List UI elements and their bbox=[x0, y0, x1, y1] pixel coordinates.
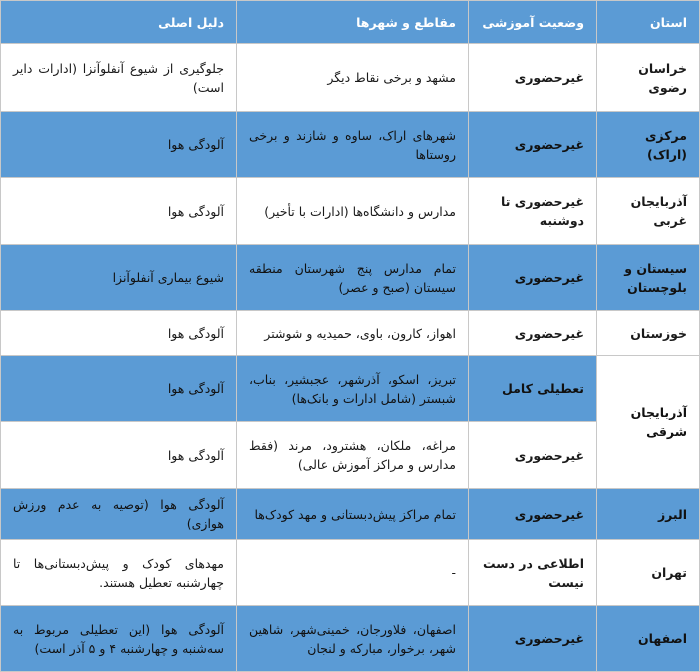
table-row bbox=[1, 311, 700, 356]
table-row bbox=[1, 489, 700, 540]
cell-province: آذربایجان شرقی bbox=[597, 356, 700, 489]
cell-cities: اهواز، کارون، باوی، حمیدیه و شوشتر bbox=[237, 311, 469, 356]
cell-cities: مراغه، ملکان، هشترود، مرند (فقط مدارس و مراکز آموزش عالی) bbox=[237, 422, 469, 489]
cell-reason: مهدهای کودک و پیش‌دبستانی‌ها تا چهارشنبه تعطیل هستند. bbox=[1, 540, 237, 606]
cell-reason: جلوگیری از شیوع آنفلوآنزا (ادارات دایر است) bbox=[1, 44, 237, 112]
table-row bbox=[1, 112, 700, 178]
table-row bbox=[1, 356, 700, 422]
header-reason: دلیل اصلی bbox=[1, 1, 237, 44]
cell-status: تعطیلی کامل bbox=[469, 356, 597, 422]
header-cities: مقاطع و شهرها bbox=[237, 1, 469, 44]
table-row bbox=[1, 44, 700, 112]
cell-cities: تبریز، اسکو، آذرشهر، عجبشیر، بناب، شبستر (شامل ادارات و بانک‌ها) bbox=[237, 356, 469, 422]
header-province: استان bbox=[597, 1, 700, 44]
cell-status: اطلاعی در دست نیست bbox=[469, 540, 597, 606]
cell-status: غیرحضوری bbox=[469, 112, 597, 178]
cell-reason: آلودگی هوا bbox=[1, 311, 237, 356]
cell-status: غیرحضوری تا دوشنبه bbox=[469, 178, 597, 245]
cell-reason: آلودگی هوا bbox=[1, 356, 237, 422]
cell-reason: آلودگی هوا bbox=[1, 178, 237, 245]
cell-status: غیرحضوری bbox=[469, 311, 597, 356]
cell-cities: اصفهان، فلاورجان، خمینی‌شهر، شاهین شهر، برخوار، مبارکه و لنجان bbox=[237, 606, 469, 672]
cell-cities: - bbox=[237, 540, 469, 606]
cell-province: تهران bbox=[597, 540, 700, 606]
cell-status: غیرحضوری bbox=[469, 422, 597, 489]
cell-reason: آلودگی هوا bbox=[1, 112, 237, 178]
cell-reason: آلودگی هوا (این تعطیلی مربوط به سه‌شنبه و چهارشنبه ۴ و ۵ آذر است) bbox=[1, 606, 237, 672]
table-row bbox=[1, 245, 700, 311]
table-row bbox=[1, 422, 700, 489]
table-row bbox=[1, 606, 700, 672]
cell-status: غیرحضوری bbox=[469, 44, 597, 112]
cell-cities: مدارس و دانشگاه‌ها (ادارات با تأخیر) bbox=[237, 178, 469, 245]
cell-status: غیرحضوری bbox=[469, 245, 597, 311]
cell-cities: شهرهای اراک، ساوه و شازند و برخی روستاها bbox=[237, 112, 469, 178]
header-status: وضعیت آموزشی bbox=[469, 1, 597, 44]
table-row bbox=[1, 178, 700, 245]
cell-cities: مشهد و برخی نقاط دیگر bbox=[237, 44, 469, 112]
cell-reason: آلودگی هوا (توصیه به عدم ورزش هوازی) bbox=[1, 489, 237, 540]
cell-status: غیرحضوری bbox=[469, 606, 597, 672]
cell-province: خراسان رضوی bbox=[597, 44, 700, 112]
cell-province: البرز bbox=[597, 489, 700, 540]
cell-province: سیستان و بلوچستان bbox=[597, 245, 700, 311]
cell-reason: شیوع بیماری آنفلوآنزا bbox=[1, 245, 237, 311]
cell-cities: تمام مراکز پیش‌دبستانی و مهد کودک‌ها bbox=[237, 489, 469, 540]
table-header-row bbox=[1, 1, 700, 44]
cell-reason: آلودگی هوا bbox=[1, 422, 237, 489]
cell-status: غیرحضوری bbox=[469, 489, 597, 540]
cell-province: اصفهان bbox=[597, 606, 700, 672]
cell-province: آذربایجان غربی bbox=[597, 178, 700, 245]
cell-cities: تمام مدارس پنج شهرستان منطقه سیستان (صبح و عصر) bbox=[237, 245, 469, 311]
cell-province: مرکزی (اراک) bbox=[597, 112, 700, 178]
table-row bbox=[1, 540, 700, 606]
cell-province: خوزستان bbox=[597, 311, 700, 356]
